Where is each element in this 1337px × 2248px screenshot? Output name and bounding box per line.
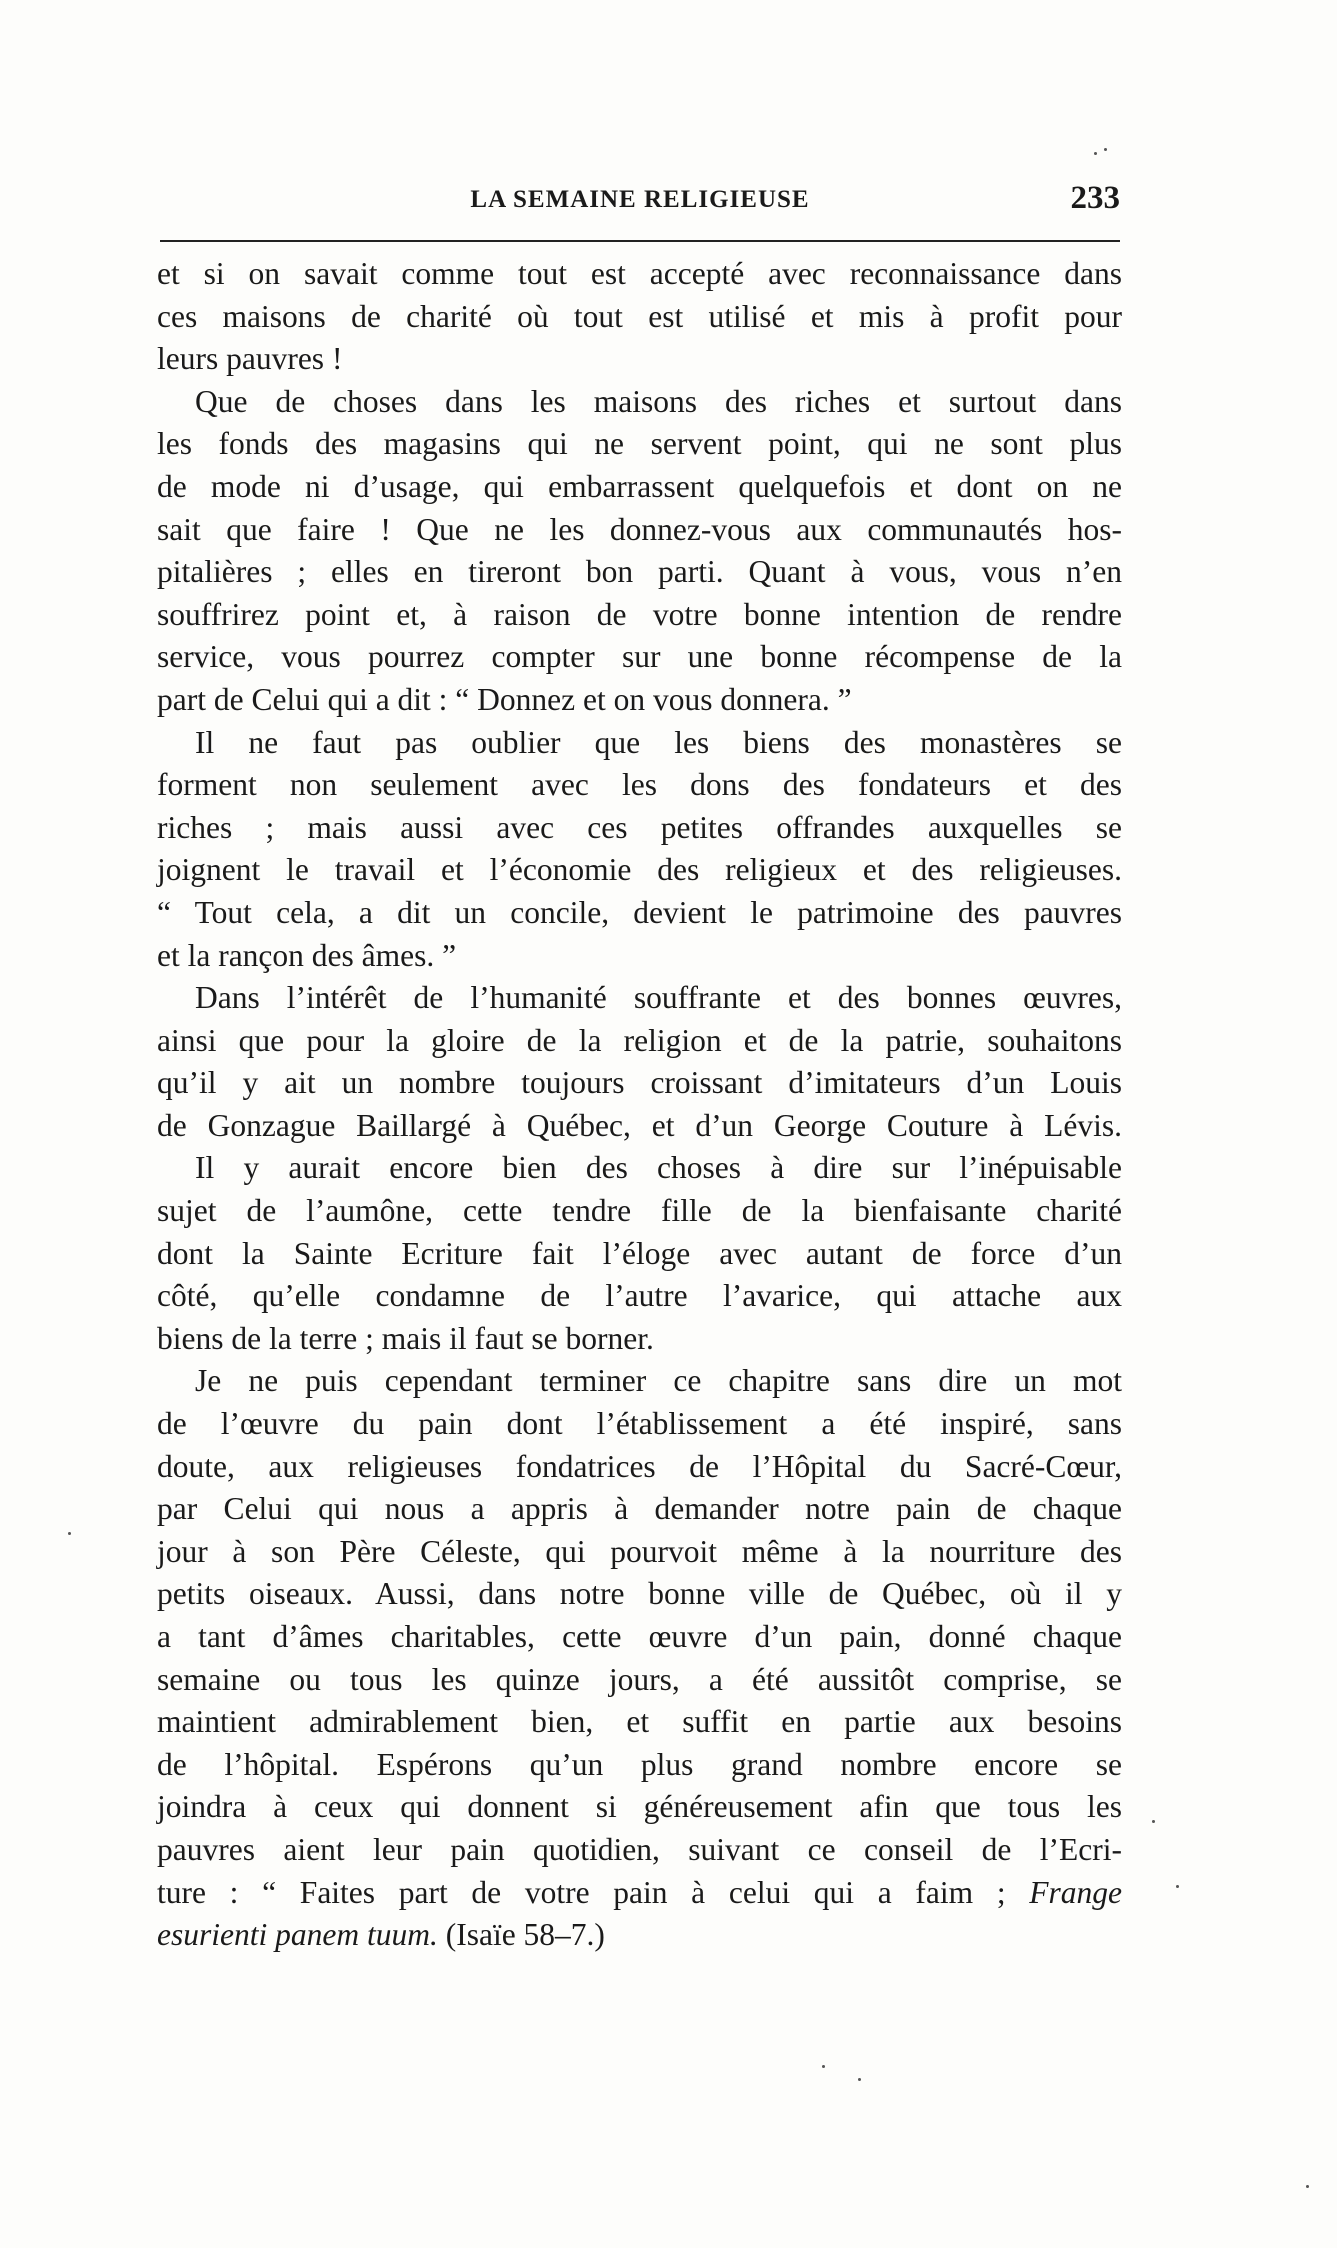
text-line: sait que faire ! Que ne les donnez-vous aux communautés hos- — [157, 511, 1122, 547]
body-text — [157, 253, 1122, 1957]
scan-speck — [822, 2065, 825, 2068]
text-line: joindra à ceux qui donnent si généreusement afin que tous les — [157, 1789, 1122, 1825]
scan-speck — [1306, 2185, 1309, 2188]
text-line: sujet de l’aumône, cette tendre fille de la bienfaisante charité — [157, 1193, 1122, 1229]
text-line: Il y aurait encore bien des choses à dire sur l’inépuisable — [195, 1150, 1122, 1186]
text-line: “ Tout cela, a dit un concile, devient le patrimoine des pauvres — [157, 894, 1122, 930]
text-line: souffrirez point et, à raison de votre bonne intention de rendre — [157, 596, 1122, 632]
text-line: maintient admirablement bien, et suffit en partie aux besoins — [157, 1704, 1122, 1740]
page-header — [160, 180, 1120, 226]
text-line — [157, 1872, 1122, 1915]
text-line: joignent le travail et l’économie des religieux et des religieuses. — [157, 852, 1122, 888]
text-line: ces maisons de charité où tout est utilisé et mis à profit pour — [157, 298, 1122, 334]
text-line: forment non seulement avec les dons des fondateurs et des — [157, 767, 1122, 803]
text-line: côté, qu’elle condamne de l’autre l’avarice, qui attache aux — [157, 1278, 1122, 1314]
text-line: de mode ni d’usage, qui embarrassent quelquefois et dont on ne — [157, 468, 1122, 504]
text-line: qu’il y ait un nombre toujours croissant d’imitateurs d’un Louis — [157, 1065, 1122, 1101]
page-number: 233 — [1070, 180, 1120, 216]
text-line: part de Celui qui a dit : “ Donnez et on vous donnera. ” — [157, 681, 852, 717]
text-line: a tant d’âmes charitables, cette œuvre d’un pain, donné chaque — [157, 1619, 1122, 1654]
text-line: dont la Sainte Ecriture fait l’éloge avec autant de force d’un — [157, 1235, 1122, 1271]
text-line: Je ne puis cependant terminer ce chapitre sans dire un mot — [195, 1363, 1122, 1399]
scan-speck — [1094, 152, 1097, 155]
scan-speck — [1152, 1820, 1155, 1823]
text-line: biens de la terre ; mais il faut se borner. — [157, 1320, 654, 1356]
text-line: Il ne faut pas oublier que les biens des monastères se — [195, 724, 1122, 760]
text-line: de Gonzague Baillargé à Québec, et d’un George Couture à Lévis. — [157, 1107, 1122, 1143]
text-line: les fonds des magasins qui ne servent point, qui ne sont plus — [157, 426, 1122, 462]
text-line: et la rançon des âmes. ” — [157, 937, 457, 973]
text-line: service, vous pourrez compter sur une bonne récompense de la — [157, 639, 1122, 675]
scan-speck — [68, 1532, 71, 1535]
text-line: riches ; mais aussi avec ces petites offrandes auxquelles se — [157, 809, 1122, 845]
italic-phrase: esurienti panem tuum. — [157, 1917, 438, 1953]
italic-phrase: Frange — [1029, 1874, 1123, 1910]
text-line: de l’œuvre du pain dont l’établissement a été inspiré, sans — [157, 1406, 1122, 1442]
text-line: par Celui qui nous a appris à demander notre pain de chaque — [157, 1491, 1122, 1527]
text-line: et si on savait comme tout est accepté avec reconnaissance dans — [157, 256, 1122, 291]
scan-speck — [1176, 1885, 1179, 1888]
text-line: ainsi que pour la gloire de la religion et de la patrie, souhaitons — [157, 1022, 1122, 1058]
scan-speck — [1104, 148, 1107, 151]
text-line: semaine ou tous les quinze jours, a été aussitôt comprise, se — [157, 1661, 1122, 1697]
text-line: jour à son Père Céleste, qui pourvoit même à la nourriture des — [157, 1533, 1122, 1569]
text-line: Dans l’intérêt de l’humanité souffrante et des bonnes œuvres, — [195, 980, 1122, 1016]
text-line: Que de choses dans les maisons des riches et surtout dans — [195, 383, 1122, 419]
text-line: pauvres aient leur pain quotidien, suivant ce conseil de l’Ecri- — [157, 1831, 1122, 1867]
text-line: doute, aux religieuses fondatrices de l’Hôpital du Sacré-Cœur, — [157, 1448, 1122, 1484]
text-line: de l’hôpital. Espérons qu’un plus grand nombre encore se — [157, 1746, 1122, 1782]
header-rule — [160, 240, 1120, 242]
running-title: LA SEMAINE RELIGIEUSE — [470, 186, 810, 213]
text-line — [157, 1914, 1122, 1957]
text-line: leurs pauvres ! — [157, 341, 343, 377]
scan-speck — [858, 2078, 861, 2081]
text-line: petits oiseaux. Aussi, dans notre bonne ville de Québec, où il y — [157, 1576, 1122, 1612]
citation: (Isaïe 58–7.) — [437, 1917, 605, 1953]
text-line: pitalières ; elles en tireront bon parti. Quant à vous, vous n’en — [157, 554, 1122, 590]
text-fragment: ture : “ Faites part de votre pain à celui qui a faim ; — [157, 1874, 1006, 1910]
